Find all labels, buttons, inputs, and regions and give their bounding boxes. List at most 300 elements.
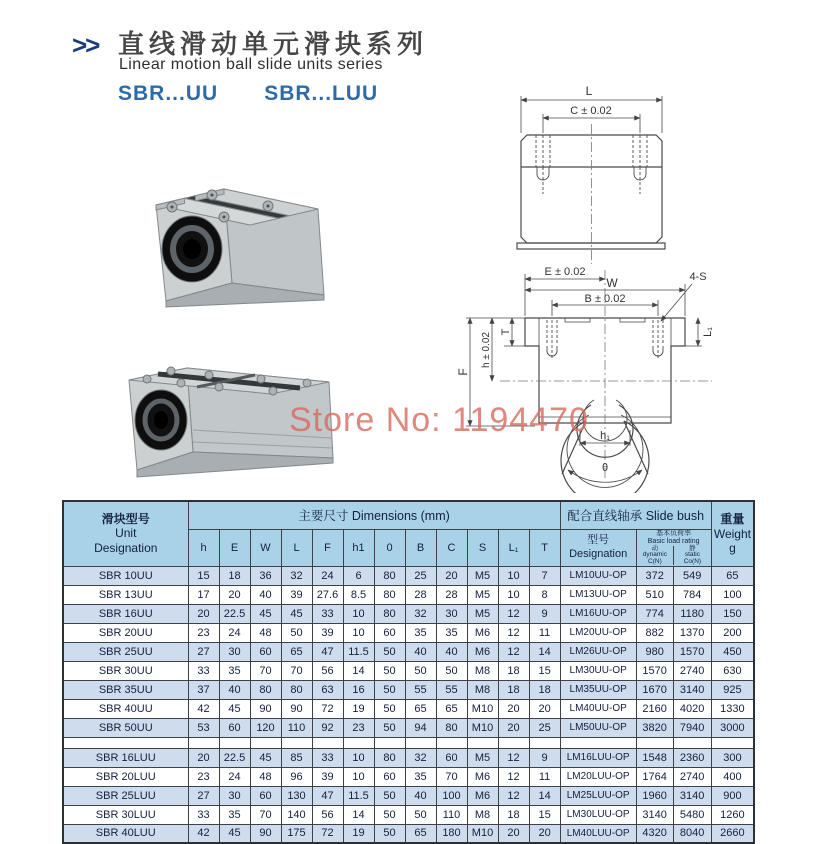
value-cell: 40 xyxy=(405,642,436,661)
value-cell: 60 xyxy=(250,642,281,661)
value-cell: 400 xyxy=(711,767,754,786)
bush-designation-cell: LM20LUU-OP xyxy=(560,767,636,786)
value-cell: 3000 xyxy=(711,718,754,737)
bush-designation-cell: LM20UU-OP xyxy=(560,623,636,642)
value-cell: 50 xyxy=(374,824,405,843)
value-cell: 65 xyxy=(405,824,436,843)
table-row xyxy=(63,623,754,642)
value-cell: M10 xyxy=(467,718,498,737)
value-cell: 20 xyxy=(498,718,529,737)
value-cell: 32 xyxy=(405,604,436,623)
value-cell: 882 xyxy=(636,623,673,642)
value-cell: 50 xyxy=(281,623,312,642)
value-cell: 630 xyxy=(711,661,754,680)
value-cell: 90 xyxy=(281,699,312,718)
value-cell: 90 xyxy=(250,824,281,843)
value-cell: 80 xyxy=(250,680,281,699)
value-cell: 50 xyxy=(436,661,467,680)
model-cell: SBR 16UU xyxy=(63,604,188,623)
value-cell: 65 xyxy=(436,699,467,718)
dim-label-w: W xyxy=(606,276,618,290)
value-cell: M10 xyxy=(467,824,498,843)
dim-label-h: h ± 0.02 xyxy=(481,331,492,369)
value-cell: 10 xyxy=(343,604,374,623)
value-cell: 50 xyxy=(374,786,405,805)
value-cell: 65 xyxy=(405,699,436,718)
value-cell: 35 xyxy=(436,623,467,642)
double-chevron-icon: >> xyxy=(72,30,99,60)
value-cell: M5 xyxy=(467,585,498,604)
model-cell: SBR 25UU xyxy=(63,642,188,661)
value-cell: 14 xyxy=(343,661,374,680)
value-cell: 33 xyxy=(188,661,219,680)
unit-header-en1: Unit xyxy=(115,526,137,541)
value-cell: 300 xyxy=(711,748,754,767)
value-cell: 70 xyxy=(250,661,281,680)
model-cell: SBR 13UU xyxy=(63,585,188,604)
value-cell: 18 xyxy=(498,680,529,699)
value-cell: 9 xyxy=(529,604,560,623)
bush-designation-cell: LM10UU-OP xyxy=(560,566,636,585)
value-cell: 23 xyxy=(188,767,219,786)
value-cell: 12 xyxy=(498,786,529,805)
table-row xyxy=(63,604,754,623)
value-cell: 9 xyxy=(529,748,560,767)
value-cell: 110 xyxy=(281,718,312,737)
slide-bush-header: 配合直线轴承 Slide bush xyxy=(560,501,711,529)
load-rating-en: Basic load rating xyxy=(647,537,700,545)
value-cell: 27.6 xyxy=(312,585,343,604)
value-cell: 53 xyxy=(188,718,219,737)
value-cell: 65 xyxy=(281,642,312,661)
value-cell: 80 xyxy=(374,566,405,585)
value-cell: 19 xyxy=(343,699,374,718)
dim-label-theta: θ xyxy=(601,462,609,474)
value-cell: 8.5 xyxy=(343,585,374,604)
value-cell: 120 xyxy=(250,718,281,737)
bush-designation-cell: LM35UU-OP xyxy=(560,680,636,699)
bush-designation-cell: LM25LUU-OP xyxy=(560,786,636,805)
value-cell: 96 xyxy=(281,767,312,786)
value-cell: M5 xyxy=(467,566,498,585)
value-cell: 23 xyxy=(188,623,219,642)
value-cell: 20 xyxy=(188,748,219,767)
model-series-names xyxy=(118,82,424,106)
value-cell: 90 xyxy=(250,699,281,718)
dim-col-header: 0 xyxy=(374,529,405,566)
unit-header-zh: 滑块型号 xyxy=(101,511,150,526)
page-title-chinese: 直线滑动单元滑块系列 xyxy=(118,29,429,59)
value-cell: 2740 xyxy=(673,661,711,680)
value-cell: 20 xyxy=(188,604,219,623)
value-cell: 1570 xyxy=(673,642,711,661)
table-row xyxy=(63,805,754,824)
value-cell: 39 xyxy=(312,767,343,786)
value-cell: 10 xyxy=(498,585,529,604)
table-row xyxy=(63,718,754,737)
value-cell: 45 xyxy=(250,748,281,767)
value-cell: 70 xyxy=(436,767,467,786)
value-cell: 2660 xyxy=(711,824,754,843)
bush-designation-header xyxy=(560,529,636,566)
value-cell: 1960 xyxy=(636,786,673,805)
value-cell: 11.5 xyxy=(343,786,374,805)
value-cell: 15 xyxy=(188,566,219,585)
table-row xyxy=(63,566,754,585)
value-cell: 12 xyxy=(498,748,529,767)
value-cell: 20 xyxy=(529,699,560,718)
value-cell: 33 xyxy=(312,748,343,767)
value-cell: 12 xyxy=(498,642,529,661)
value-cell: 10 xyxy=(343,767,374,786)
value-cell: 35 xyxy=(219,661,250,680)
value-cell: 39 xyxy=(312,623,343,642)
value-cell: 55 xyxy=(436,680,467,699)
value-cell: 200 xyxy=(711,623,754,642)
unit-designation-header xyxy=(63,501,188,566)
value-cell: M5 xyxy=(467,748,498,767)
dim-label-t: T xyxy=(500,328,512,336)
dim-col-header: F xyxy=(312,529,343,566)
value-cell: 50 xyxy=(374,699,405,718)
model-cell: SBR 10UU xyxy=(63,566,188,585)
value-cell: 60 xyxy=(250,786,281,805)
separator-row xyxy=(63,737,754,748)
value-cell: 60 xyxy=(436,748,467,767)
value-cell: 100 xyxy=(436,786,467,805)
value-cell: 2740 xyxy=(673,767,711,786)
value-cell: M8 xyxy=(467,680,498,699)
value-cell: 32 xyxy=(281,566,312,585)
dim-col-header: C xyxy=(436,529,467,566)
spec-table xyxy=(62,500,755,844)
value-cell: 10 xyxy=(498,566,529,585)
value-cell: M8 xyxy=(467,661,498,680)
value-cell: 784 xyxy=(673,585,711,604)
dim-col-header: W xyxy=(250,529,281,566)
model-cell: SBR 40LUU xyxy=(63,824,188,843)
dim-label-c: C ± 0.02 xyxy=(570,105,612,117)
value-cell: 80 xyxy=(374,748,405,767)
value-cell: 70 xyxy=(281,661,312,680)
value-cell: 140 xyxy=(281,805,312,824)
value-cell: 20 xyxy=(436,566,467,585)
value-cell: 12 xyxy=(498,767,529,786)
product-photo-short-block xyxy=(148,143,333,311)
model-series-uu: SBR...UU xyxy=(118,82,219,105)
value-cell: 47 xyxy=(312,642,343,661)
value-cell: 92 xyxy=(312,718,343,737)
table-row xyxy=(63,661,754,680)
table-row xyxy=(63,786,754,805)
store-watermark: Store No: 1194470 xyxy=(289,401,589,439)
value-cell: 24 xyxy=(219,767,250,786)
bush-designation-cell: LM50UU-OP xyxy=(560,718,636,737)
bush-designation-cell: LM30UU-OP xyxy=(560,661,636,680)
value-cell: 180 xyxy=(436,824,467,843)
value-cell: 15 xyxy=(529,805,560,824)
bush-designation-cell: LM26UU-OP xyxy=(560,642,636,661)
value-cell: 80 xyxy=(281,680,312,699)
value-cell: 40 xyxy=(405,786,436,805)
value-cell: 28 xyxy=(436,585,467,604)
value-cell: 72 xyxy=(312,824,343,843)
value-cell: 20 xyxy=(219,585,250,604)
value-cell: 3140 xyxy=(673,680,711,699)
value-cell: 22.5 xyxy=(219,604,250,623)
value-cell: 10 xyxy=(343,623,374,642)
value-cell: 72 xyxy=(312,699,343,718)
value-cell: 25 xyxy=(529,718,560,737)
dynamic-load-header: 动 dynamic C(N) xyxy=(637,546,675,566)
value-cell: 35 xyxy=(405,767,436,786)
value-cell: 4320 xyxy=(636,824,673,843)
value-cell: 70 xyxy=(250,805,281,824)
dim-col-header: E xyxy=(219,529,250,566)
value-cell: M6 xyxy=(467,623,498,642)
value-cell: 20 xyxy=(529,824,560,843)
value-cell: 28 xyxy=(405,585,436,604)
value-cell: 11 xyxy=(529,623,560,642)
spec-table-body xyxy=(63,566,754,843)
value-cell: 372 xyxy=(636,566,673,585)
model-cell: SBR 40UU xyxy=(63,699,188,718)
dim-col-header: L₁ xyxy=(498,529,529,566)
value-cell: M6 xyxy=(467,786,498,805)
value-cell: 25 xyxy=(405,566,436,585)
value-cell: 3140 xyxy=(636,805,673,824)
value-cell: 24 xyxy=(312,566,343,585)
page-title-english: Linear motion ball slide units series xyxy=(119,56,383,73)
bush-designation-cell: LM30LUU-OP xyxy=(560,805,636,824)
dim-label-h1: h₁ xyxy=(600,430,610,442)
unit-header-en2: Designation xyxy=(94,541,158,556)
value-cell: 20 xyxy=(498,699,529,718)
value-cell: 56 xyxy=(312,805,343,824)
value-cell: 80 xyxy=(374,604,405,623)
value-cell: 2360 xyxy=(673,748,711,767)
value-cell: 1570 xyxy=(636,661,673,680)
value-cell: 549 xyxy=(673,566,711,585)
value-cell: 925 xyxy=(711,680,754,699)
value-cell: 12 xyxy=(498,623,529,642)
table-row xyxy=(63,680,754,699)
value-cell: 100 xyxy=(711,585,754,604)
table-row xyxy=(63,767,754,786)
value-cell: 30 xyxy=(219,786,250,805)
model-cell: SBR 30LUU xyxy=(63,805,188,824)
value-cell: 20 xyxy=(498,824,529,843)
value-cell: 36 xyxy=(250,566,281,585)
bush-designation-cell: LM16UU-OP xyxy=(560,604,636,623)
value-cell: 1180 xyxy=(673,604,711,623)
value-cell: 14 xyxy=(529,642,560,661)
model-cell: SBR 35UU xyxy=(63,680,188,699)
value-cell: 1330 xyxy=(711,699,754,718)
value-cell: 8040 xyxy=(673,824,711,843)
model-cell: SBR 25LUU xyxy=(63,786,188,805)
value-cell: 50 xyxy=(405,805,436,824)
value-cell: 11 xyxy=(529,767,560,786)
value-cell: 60 xyxy=(374,767,405,786)
value-cell: 80 xyxy=(436,718,467,737)
value-cell: 40 xyxy=(436,642,467,661)
dim-col-header: h xyxy=(188,529,219,566)
bush-designation-cell: LM13UU-OP xyxy=(560,585,636,604)
value-cell: 65 xyxy=(711,566,754,585)
value-cell: 32 xyxy=(405,748,436,767)
bush-model-en: Designation xyxy=(569,547,628,560)
value-cell: 50 xyxy=(374,680,405,699)
model-cell: SBR 16LUU xyxy=(63,748,188,767)
value-cell: 1260 xyxy=(711,805,754,824)
dim-col-header: S xyxy=(467,529,498,566)
value-cell: 42 xyxy=(188,699,219,718)
value-cell: 50 xyxy=(374,718,405,737)
bush-model-zh: 型号 xyxy=(587,533,610,546)
value-cell: 94 xyxy=(405,718,436,737)
bush-designation-cell: LM40LUU-OP xyxy=(560,824,636,843)
value-cell: 50 xyxy=(374,661,405,680)
value-cell: 42 xyxy=(188,824,219,843)
value-cell: 47 xyxy=(312,786,343,805)
value-cell: 7940 xyxy=(673,718,711,737)
dim-label-b: B ± 0.02 xyxy=(584,293,626,305)
value-cell: 27 xyxy=(188,642,219,661)
value-cell: 63 xyxy=(312,680,343,699)
value-cell: 774 xyxy=(636,604,673,623)
value-cell: 30 xyxy=(436,604,467,623)
value-cell: M6 xyxy=(467,642,498,661)
basic-load-rating-header xyxy=(636,529,711,566)
dim-label-l1: L₁ xyxy=(702,327,714,337)
weight-header-zh: 重量 xyxy=(720,512,745,527)
load-rating-zh: 基本负荷率 xyxy=(656,529,692,537)
value-cell: 900 xyxy=(711,786,754,805)
model-cell: SBR 20UU xyxy=(63,623,188,642)
value-cell: 17 xyxy=(188,585,219,604)
model-series-luu: SBR...LUU xyxy=(264,82,379,105)
value-cell: 175 xyxy=(281,824,312,843)
value-cell: 8 xyxy=(529,585,560,604)
value-cell: 5480 xyxy=(673,805,711,824)
dim-label-4s: 4-S xyxy=(689,271,707,283)
value-cell: 37 xyxy=(188,680,219,699)
value-cell: 6 xyxy=(343,566,374,585)
dim-col-header: h1 xyxy=(343,529,374,566)
static-load-header: 静 static Co(N) xyxy=(683,544,702,565)
value-cell: 3140 xyxy=(673,786,711,805)
value-cell: 33 xyxy=(188,805,219,824)
value-cell: 48 xyxy=(250,623,281,642)
value-cell: M8 xyxy=(467,805,498,824)
bush-designation-cell: LM16LUU-OP xyxy=(560,748,636,767)
value-cell: 4020 xyxy=(673,699,711,718)
value-cell: 16 xyxy=(343,680,374,699)
value-cell: 450 xyxy=(711,642,754,661)
table-row xyxy=(63,642,754,661)
value-cell: 48 xyxy=(250,767,281,786)
value-cell: 60 xyxy=(374,623,405,642)
value-cell: 510 xyxy=(636,585,673,604)
dim-label-f: F xyxy=(456,368,470,376)
value-cell: M6 xyxy=(467,767,498,786)
value-cell: 30 xyxy=(219,642,250,661)
value-cell: 22.5 xyxy=(219,748,250,767)
value-cell: 80 xyxy=(374,585,405,604)
value-cell: 40 xyxy=(250,585,281,604)
value-cell: 35 xyxy=(405,623,436,642)
dim-col-header: B xyxy=(405,529,436,566)
value-cell: M10 xyxy=(467,699,498,718)
table-row xyxy=(63,585,754,604)
table-row xyxy=(63,824,754,843)
value-cell: 15 xyxy=(529,661,560,680)
value-cell: 35 xyxy=(219,805,250,824)
model-cell: SBR 50UU xyxy=(63,718,188,737)
value-cell: 14 xyxy=(529,786,560,805)
value-cell: 45 xyxy=(250,604,281,623)
value-cell: 11.5 xyxy=(343,642,374,661)
value-cell: 27 xyxy=(188,786,219,805)
dim-label-e: E ± 0.02 xyxy=(544,266,586,278)
value-cell: 1670 xyxy=(636,680,673,699)
value-cell: 18 xyxy=(529,680,560,699)
table-row xyxy=(63,748,754,767)
value-cell: 45 xyxy=(281,604,312,623)
value-cell: 60 xyxy=(219,718,250,737)
weight-header-unit: g xyxy=(729,540,736,555)
value-cell: 39 xyxy=(281,585,312,604)
dim-col-header: T xyxy=(529,529,560,566)
value-cell: 12 xyxy=(498,604,529,623)
weight-header xyxy=(711,501,754,566)
value-cell: 18 xyxy=(498,661,529,680)
value-cell: 980 xyxy=(636,642,673,661)
value-cell: 24 xyxy=(219,623,250,642)
value-cell: 110 xyxy=(436,805,467,824)
value-cell: 130 xyxy=(281,786,312,805)
table-header-row-1 xyxy=(63,501,754,529)
value-cell: 55 xyxy=(405,680,436,699)
value-cell: 45 xyxy=(219,699,250,718)
value-cell: 56 xyxy=(312,661,343,680)
weight-header-en: Weight xyxy=(713,526,751,541)
dim-col-header: L xyxy=(281,529,312,566)
value-cell: 18 xyxy=(498,805,529,824)
value-cell: 1764 xyxy=(636,767,673,786)
value-cell: 19 xyxy=(343,824,374,843)
value-cell: 85 xyxy=(281,748,312,767)
value-cell: 7 xyxy=(529,566,560,585)
value-cell: 10 xyxy=(343,748,374,767)
value-cell: 45 xyxy=(219,824,250,843)
table-row xyxy=(63,699,754,718)
value-cell: 50 xyxy=(374,642,405,661)
value-cell: 40 xyxy=(219,680,250,699)
value-cell: 50 xyxy=(374,805,405,824)
dimensions-header: 主要尺寸 Dimensions (mm) xyxy=(188,501,560,529)
model-cell: SBR 20LUU xyxy=(63,767,188,786)
model-cell: SBR 30UU xyxy=(63,661,188,680)
value-cell: 14 xyxy=(343,805,374,824)
value-cell: 1548 xyxy=(636,748,673,767)
value-cell: 2160 xyxy=(636,699,673,718)
value-cell: 3820 xyxy=(636,718,673,737)
bush-designation-cell: LM40UU-OP xyxy=(560,699,636,718)
side-view xyxy=(517,96,665,264)
value-cell: 1370 xyxy=(673,623,711,642)
